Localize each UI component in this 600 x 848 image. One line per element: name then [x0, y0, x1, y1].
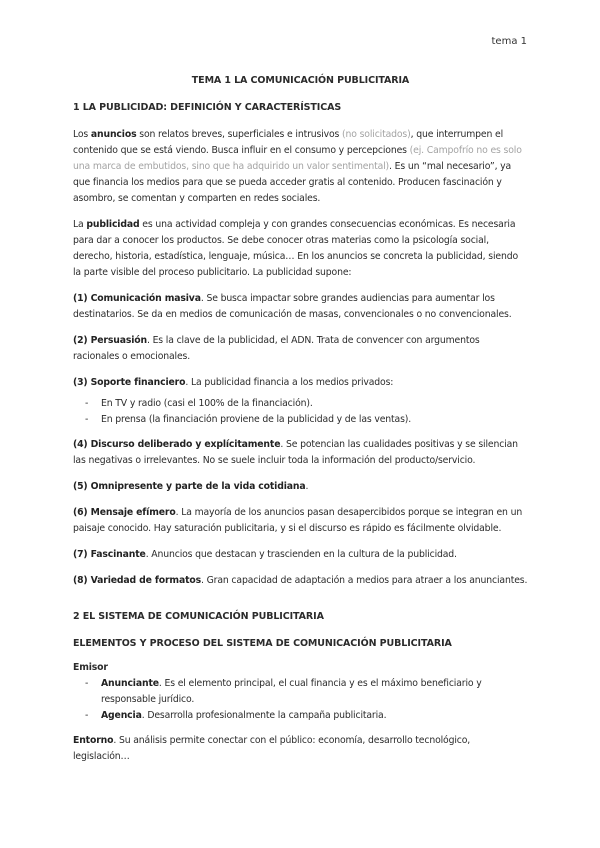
- item-label: (4) Discurso deliberado y explícitamente: [73, 439, 281, 450]
- aside-note: (no solicitados): [342, 129, 411, 140]
- example-note: (ej. Campofrío no es solo una marca de embutidos, sino que ha adquirido un valor sentimental): [73, 145, 522, 172]
- item-label: (7) Fascinante: [73, 549, 146, 560]
- paragraph-publicidad: [73, 217, 528, 281]
- item-text: . Su análisis permite conectar con el público: economía, desarrollo tecnológico, legislación…: [73, 735, 471, 762]
- item-2: [73, 333, 528, 365]
- item-text: . La publicidad financia a los medios privados:: [185, 377, 394, 388]
- item-label: Anunciante: [101, 678, 159, 689]
- financing-list: [73, 396, 528, 428]
- list-item: [73, 676, 528, 708]
- item-text: . Se busca impactar sobre grandes audiencias para aumentar los destinatarios. Se da en medios de comunicación de masas, convencionales o no convencionales.: [73, 293, 512, 320]
- term-publicidad: publicidad: [86, 219, 140, 230]
- term-anuncios: anuncios: [90, 129, 137, 140]
- text: . Es un “mal necesario”, ya que financia los medios para que se pueda acceder gratis al contenido. Producen fascinación y asombro, se comentan y comparten en redes sociales.: [73, 161, 512, 204]
- item-label: (2) Persuasión: [73, 335, 147, 346]
- item-3: [73, 375, 528, 391]
- item-label: Entorno: [73, 735, 114, 746]
- item-4: [73, 437, 528, 469]
- emisor-list: [73, 676, 528, 724]
- section-2-heading: 2 EL SISTEMA DE COMUNICACIÓN PUBLICITARIA: [73, 611, 324, 622]
- item-text: . Es el elemento principal, el cual financia y es el máximo beneficiario y responsable jurídico.: [101, 678, 482, 705]
- item-text: . Desarrolla profesionalmente la campaña publicitaria.: [141, 710, 387, 721]
- section-2-subheading: ELEMENTOS Y PROCESO DEL SISTEMA DE COMUNICACIÓN PUBLICITARIA: [73, 638, 452, 649]
- paragraph-anuncios: [73, 127, 528, 207]
- document-body: [73, 73, 528, 775]
- document-title: TEMA 1 LA COMUNICACIÓN PUBLICITARIA: [191, 75, 410, 86]
- item-text: . Se potencian las cualidades positivas y se silencian las negativas o irrelevantes. No se suele incluir toda la información del producto/servicio.: [73, 439, 518, 466]
- list-item: - En prensa (la financiación proviene de la publicidad y de las ventas).: [73, 412, 528, 428]
- item-label: (8) Variedad de formatos: [73, 575, 201, 586]
- list-item: [73, 708, 528, 724]
- item-label: (5) Omnipresente y parte de la vida cotidiana: [73, 481, 306, 492]
- item-label: (1) Comunicación masiva: [73, 293, 201, 304]
- item-label: (6) Mensaje efímero: [73, 507, 176, 518]
- item-5: [73, 479, 528, 495]
- section-1-heading: 1 LA PUBLICIDAD: DEFINICIÓN Y CARACTERÍSTICAS: [73, 102, 342, 113]
- text: , que interrumpen el contenido que se está viendo. Busca influir en el consumo y percepciones: [73, 129, 504, 156]
- item-1: [73, 291, 528, 323]
- item-8: [73, 573, 528, 589]
- emisor-label: Emisor: [73, 662, 108, 673]
- item-text: . Gran capacidad de adaptación a medios para atraer a los anunciantes.: [201, 575, 528, 586]
- entorno-paragraph: [73, 733, 528, 765]
- item-text: . La mayoría de los anuncios pasan desapercibidos porque se integran en un paisaje conocido. Hay saturación publicitaria, y si el discurso es rápido es fácilmente olvidable.: [73, 507, 523, 534]
- text: es una actividad compleja y con grandes consecuencias económicas. Es necesaria para dar a conocer los productos. Se debe conocer otras materias como la psicología social, derecho, historia, estadística, lenguaje, música… En los anuncios se concreta la publicidad, siendo la parte visible del proceso publicitario. La publicidad supone:: [73, 219, 519, 278]
- page-header: tema 1: [491, 36, 527, 47]
- text: La: [73, 219, 87, 230]
- item-7: [73, 547, 528, 563]
- list-item: - En TV y radio (casi el 100% de la financiación).: [73, 396, 528, 412]
- item-label: (3) Soporte financiero: [73, 377, 186, 388]
- item-6: [73, 505, 528, 537]
- text: son relatos breves, superficiales e intrusivos: [136, 129, 343, 140]
- item-text: . Es la clave de la publicidad, el ADN. Trata de convencer con argumentos racionales o emocionales.: [73, 335, 480, 362]
- item-label: Agencia: [101, 710, 142, 721]
- text: Los: [73, 129, 91, 140]
- item-text: .: [305, 481, 309, 492]
- item-text: . Anuncios que destacan y trascienden en la cultura de la publicidad.: [145, 549, 457, 560]
